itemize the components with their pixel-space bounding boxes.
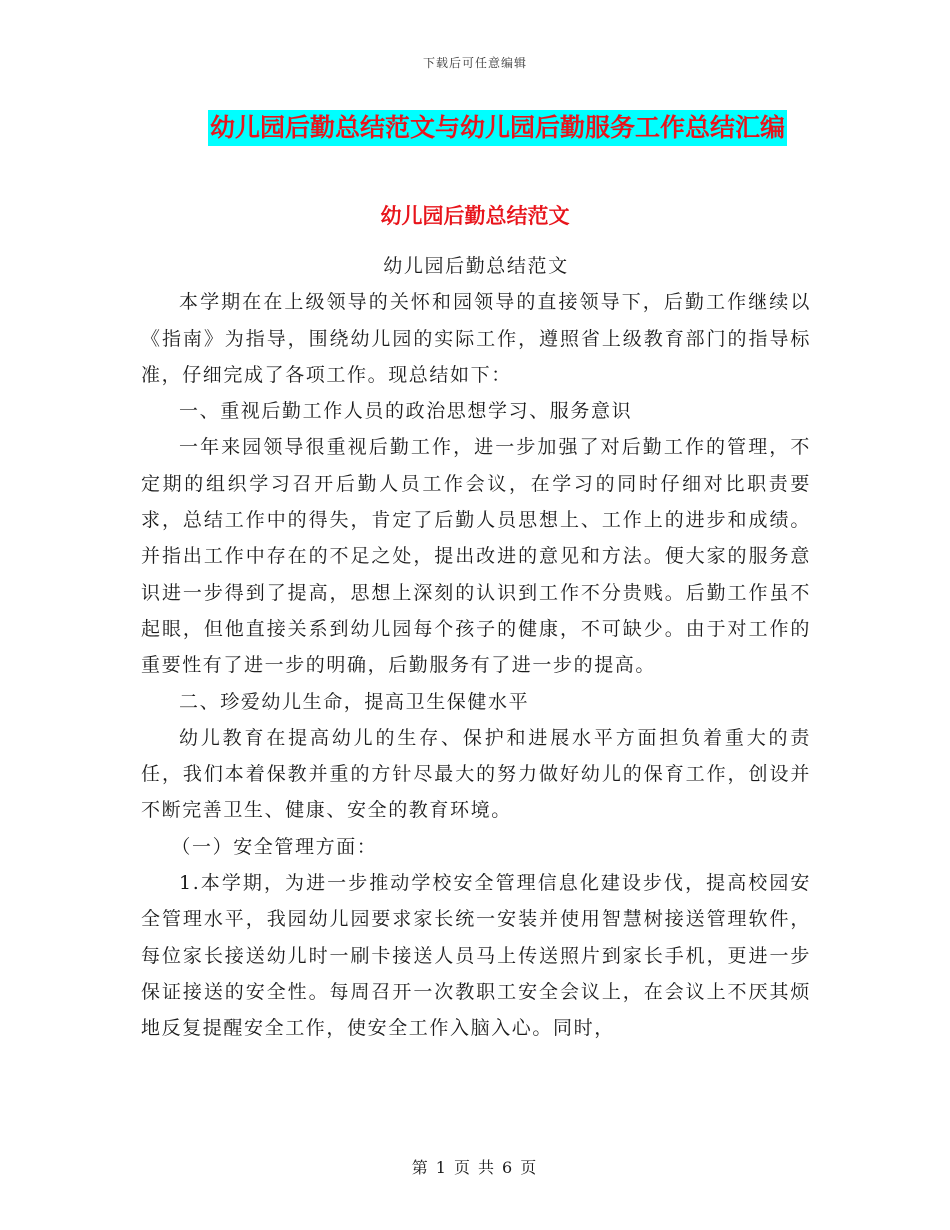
subheading-safety: （一）安全管理方面： bbox=[171, 835, 378, 858]
page-footer bbox=[0, 1155, 950, 1178]
main-title: 幼儿园后勤总结范文与幼儿园后勤服务工作总结汇编 bbox=[208, 110, 787, 146]
footer-label-prefix: 第 bbox=[411, 1158, 430, 1177]
header-note: 下载后可任意编辑 bbox=[422, 56, 527, 70]
section-title: 幼儿园后勤总结范文 bbox=[380, 204, 570, 228]
paragraph-safety-1: 1.本学期，为进一步推动学校安全管理信息化建设步伐，提高校园安全管理水平，我园幼儿园要求家长统一安装并使用智慧树接送管理软件，每位家长接送幼儿时一刷卡接送人员马上传送照片到家长手机，更进一步保证接送的安全性。每周召开一次教职工安全会议上，在会议上不厌其烦地反复提醒安全工作，使安全工作入脑入心。同时， bbox=[141, 872, 811, 1040]
document-body bbox=[141, 248, 811, 1047]
paragraph-intro: 本学期在在上级领导的关怀和园领导的直接领导下，后勤工作继续以《指南》为指导，围绕幼儿园的实际工作，遵照省上级教育部门的指导标准，仔细完成了各项工作。现总结如下： bbox=[141, 291, 811, 386]
footer-page-current: 1 bbox=[435, 1158, 448, 1177]
footer-label-total: 共 bbox=[478, 1158, 497, 1177]
footer-label-suffix: 页 bbox=[520, 1158, 539, 1177]
footer-page-total: 6 bbox=[502, 1158, 515, 1177]
heading-section-1: 一、重视后勤工作人员的政治思想学习、服务意识 bbox=[179, 400, 633, 423]
subtitle: 幼儿园后勤总结范文 bbox=[383, 255, 569, 277]
paragraph-section-2: 幼儿教育在提高幼儿的生存、保护和进展水平方面担负着重大的责任，我们本着保教并重的方针尽最大的努力做好幼儿的保育工作，创设并不断完善卫生、健康、安全的教育环境。 bbox=[141, 726, 811, 822]
main-title-container bbox=[0, 110, 950, 146]
heading-section-2: 二、珍爱幼儿生命，提高卫生保健水平 bbox=[179, 690, 530, 713]
paragraph-section-1: 一年来园领导很重视后勤工作，进一步加强了对后勤工作的管理，不定期的组织学习召开后勤人员工作会议，在学习的同时仔细对比职责要求，总结工作中的得失，肯定了后勤人员思想上、工作上的进步和成绩。并指出工作中存在的不足之处，提出改进的意见和方法。便大家的服务意识进一步得到了提高，思想上深刻的认识到工作不分贵贱。后勤工作虽不起眼，但他直接关系到幼儿园每个孩子的健康，不可缺少。由于对工作的重要性有了进一步的明确，后勤服务有了进一步的提高。 bbox=[141, 436, 811, 677]
footer-label-page: 页 bbox=[453, 1158, 472, 1177]
